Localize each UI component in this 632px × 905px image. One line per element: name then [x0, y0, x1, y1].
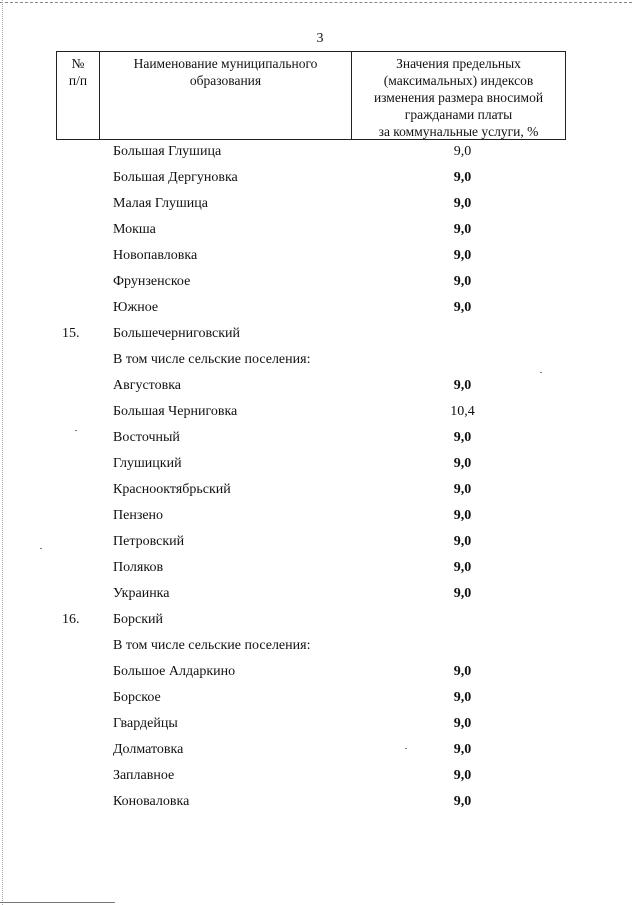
municipality-name: Борское — [113, 690, 161, 705]
municipality-name: Поляков — [113, 560, 164, 575]
municipality-name: Южное — [113, 300, 159, 315]
table-row — [0, 480, 632, 500]
index-value: 9,0 — [453, 378, 472, 393]
index-value: 10,4 — [450, 404, 475, 419]
municipality-name: Пензено — [113, 508, 164, 523]
municipality-name: В том числе сельские поселения: — [113, 352, 311, 367]
municipality-name: Малая Глушица — [113, 196, 208, 211]
municipality-name: Большая Дергуновка — [113, 170, 238, 185]
table-row — [0, 506, 632, 526]
table-row — [0, 610, 632, 630]
header-number-column: № п/п — [57, 52, 100, 139]
table-row — [0, 428, 632, 448]
header-name-column: Наименование муниципального образования — [100, 52, 352, 139]
index-value: 9,0 — [453, 170, 472, 185]
index-value: 9,0 — [453, 196, 472, 211]
table-row — [0, 714, 632, 734]
scan-speck — [40, 548, 42, 549]
municipality-name: Большая Черниговка — [113, 404, 238, 419]
municipality-name: Глушицкий — [113, 456, 182, 471]
header-value-column: Значения предельных (максимальных) индексов изменения размера вносимой гражданами платы за коммунальные услуги, % — [373, 56, 544, 139]
table-row — [0, 298, 632, 318]
municipality-name: Новопавловка — [113, 248, 198, 263]
index-value: 9,0 — [453, 482, 472, 497]
table-row — [0, 636, 632, 656]
table-row — [0, 194, 632, 214]
municipality-name: Августовка — [113, 378, 182, 393]
municipality-name: Гвардейцы — [113, 716, 178, 731]
scan-speck — [540, 372, 542, 373]
municipality-name: Большечерниговский — [113, 326, 241, 341]
index-value: 9,0 — [453, 300, 472, 315]
table-row — [0, 142, 632, 162]
municipality-name: В том числе сельские поселения: — [113, 638, 311, 653]
table-row — [0, 168, 632, 188]
index-value: 9,0 — [453, 560, 472, 575]
municipality-name: Долматовка — [113, 742, 184, 757]
scan-speck — [75, 430, 77, 431]
index-value: 9,0 — [453, 586, 472, 601]
municipality-name: Коноваловка — [113, 794, 190, 809]
municipality-name: Украинка — [113, 586, 170, 601]
index-value: 9,0 — [453, 144, 472, 159]
index-value: 9,0 — [453, 248, 472, 263]
index-value: 9,0 — [453, 534, 472, 549]
table-row — [0, 662, 632, 682]
row-number: 15. — [62, 326, 80, 341]
table-row — [0, 376, 632, 396]
table-row — [0, 740, 632, 760]
table-row — [0, 454, 632, 474]
index-value: 9,0 — [453, 430, 472, 445]
table-row — [0, 766, 632, 786]
municipality-name: Большое Алдаркино — [113, 664, 236, 679]
municipality-name: Заплавное — [113, 768, 175, 783]
index-value: 9,0 — [453, 716, 472, 731]
index-value: 9,0 — [453, 222, 472, 237]
index-value: 9,0 — [453, 456, 472, 471]
table-row — [0, 558, 632, 578]
table-row — [0, 792, 632, 812]
municipality-name: Краснооктябрьский — [113, 482, 231, 497]
table-row — [0, 246, 632, 266]
municipality-name: Восточный — [113, 430, 180, 445]
table-row — [0, 532, 632, 552]
index-value: 9,0 — [453, 794, 472, 809]
table-row — [0, 220, 632, 240]
index-value: 9,0 — [453, 274, 472, 289]
table-row — [0, 688, 632, 708]
municipality-name: Фрунзенское — [113, 274, 191, 289]
municipality-name: Петровский — [113, 534, 185, 549]
index-value: 9,0 — [453, 742, 472, 757]
table-row — [0, 350, 632, 370]
index-value: 9,0 — [453, 508, 472, 523]
municipality-name: Борский — [113, 612, 164, 627]
municipality-name: Большая Глушица — [113, 144, 222, 159]
scan-edge-top — [0, 2, 632, 3]
table-header — [56, 51, 566, 140]
scan-edge-bottom — [0, 902, 115, 903]
table-row — [0, 272, 632, 292]
index-value: 9,0 — [453, 768, 472, 783]
municipality-name: Мокша — [113, 222, 156, 237]
row-number: 16. — [62, 612, 80, 627]
page-number: 3 — [316, 31, 324, 46]
table-row — [0, 402, 632, 422]
table-row — [0, 584, 632, 604]
table-row — [0, 324, 632, 344]
index-value: 9,0 — [453, 664, 472, 679]
scan-speck — [405, 748, 407, 749]
index-value: 9,0 — [453, 690, 472, 705]
